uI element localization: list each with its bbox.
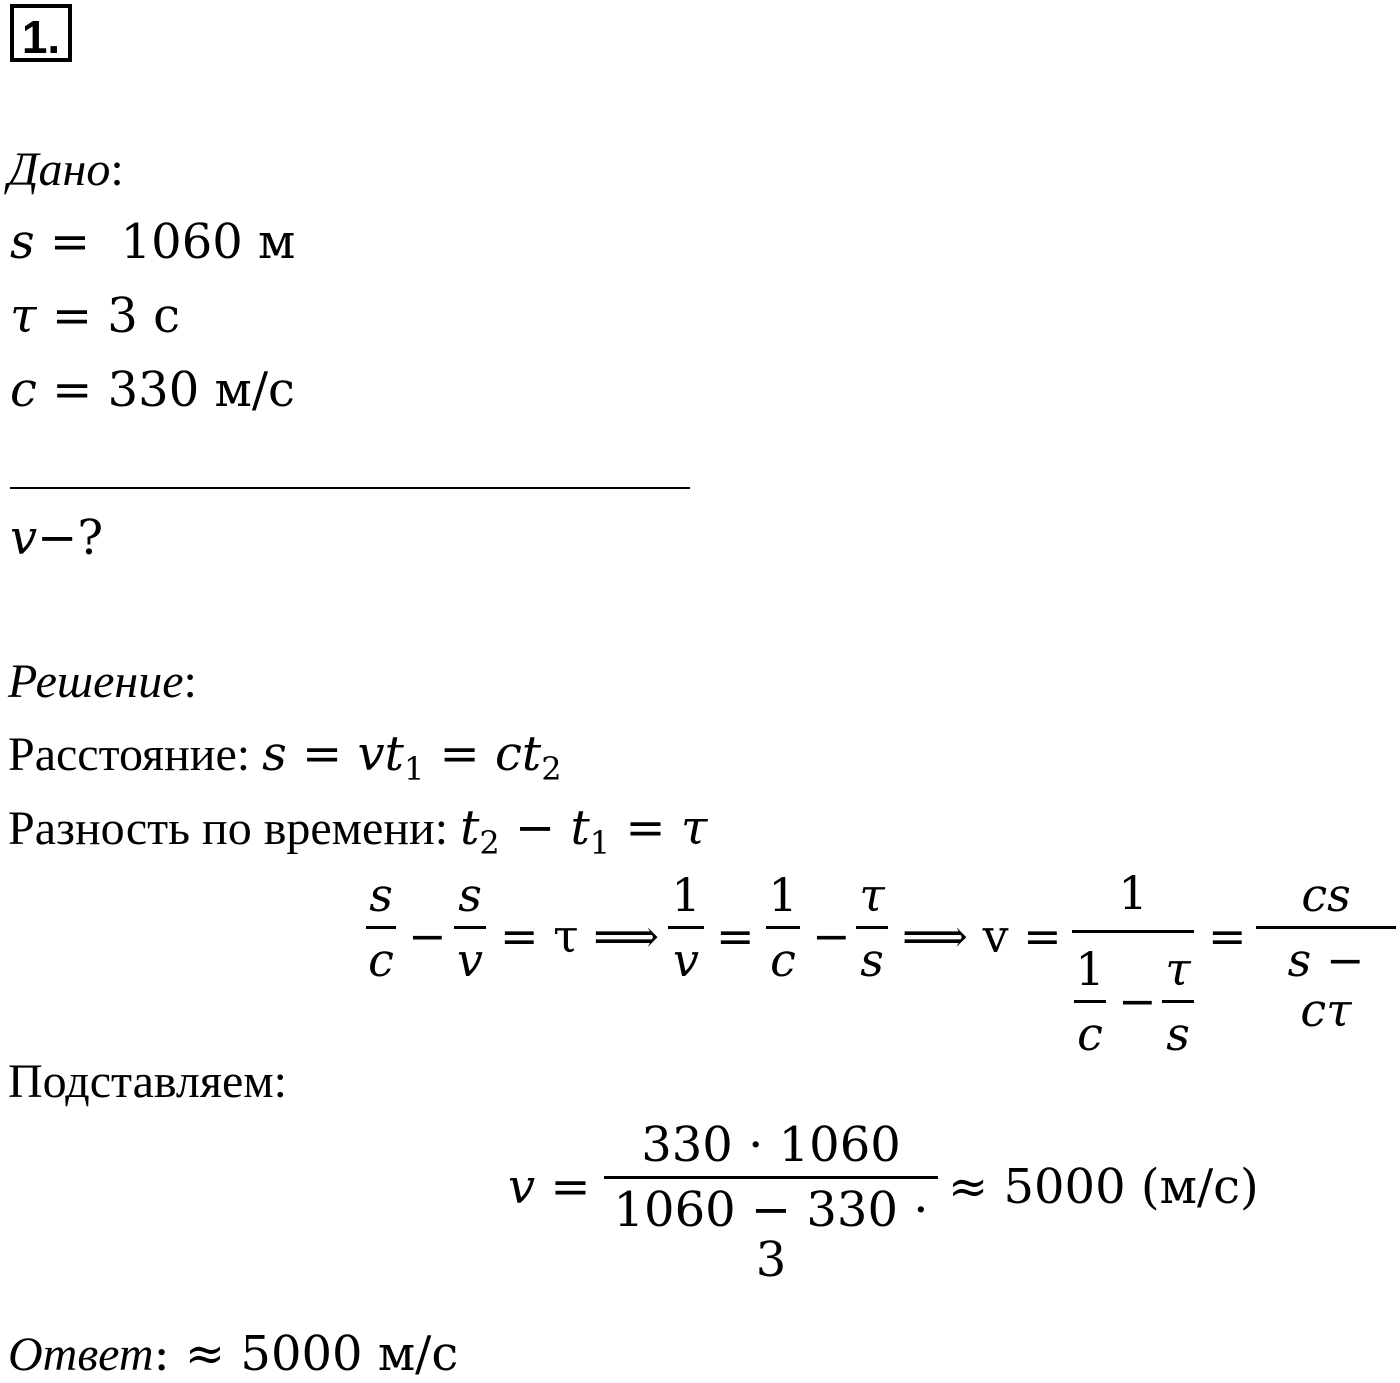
compound-bar xyxy=(1072,930,1194,933)
distance-text: Расстояние: xyxy=(8,728,263,781)
given-var: s xyxy=(10,214,35,270)
distance-line: Расстояние: $s = vt_1 = ct_2$ xyxy=(8,726,562,788)
compound-fraction xyxy=(1072,866,1194,1061)
fraction-1-over-c-inner: 1 c xyxy=(1075,942,1105,1061)
fraction-1-over-c: 1 c xyxy=(766,870,800,985)
time-diff-line: Разность по времени: $t_2 - t_1 = \tau$ xyxy=(8,800,708,862)
find-text: −? xyxy=(37,510,104,566)
answer-line xyxy=(8,1326,458,1383)
given-value: 1060 м xyxy=(120,214,296,270)
fraction-cs-over-s-minus-ctau: cs s − cτ xyxy=(1256,870,1396,1035)
substitution-fraction xyxy=(604,1117,938,1288)
answer-label: Ответ xyxy=(8,1328,154,1381)
given-item-distance xyxy=(10,214,295,271)
given-item-speed-sound xyxy=(10,362,295,419)
given-label: Дано xyxy=(8,143,111,196)
find-line xyxy=(10,510,103,567)
given-item-time xyxy=(10,288,180,345)
given-heading xyxy=(8,142,124,198)
fraction-s-over-v: s v xyxy=(454,870,486,985)
problem-number-badge: 1. xyxy=(10,4,72,62)
given-eq: = xyxy=(36,362,108,418)
given-eq: = xyxy=(36,288,108,344)
op-equals-tau-implies: = τ ⟹ xyxy=(500,909,660,963)
solution-heading xyxy=(8,654,197,710)
substitution-result: ≈ 5000 (м/с) xyxy=(948,1159,1259,1215)
given-var: c xyxy=(10,362,37,418)
substitute-text: Подставляем: xyxy=(8,1055,287,1108)
op-minus: − xyxy=(812,909,851,963)
solution-colon: : xyxy=(183,655,197,708)
op-equals: = xyxy=(716,909,755,963)
given-divider xyxy=(10,487,690,489)
given-eq: = xyxy=(34,214,121,270)
fraction-s-over-c: s c xyxy=(366,870,396,985)
given-var: τ xyxy=(10,288,37,344)
solution-label: Решение xyxy=(8,655,184,708)
fraction-1-over-v: 1 v xyxy=(668,870,704,985)
op-equals: = xyxy=(1208,909,1247,963)
fraction-tau-over-s-inner: τ s xyxy=(1162,944,1194,1059)
given-value: 330 м/с xyxy=(107,362,295,418)
op-minus: − xyxy=(408,909,447,963)
time-diff-text: Разность по времени: xyxy=(8,802,461,855)
find-var: v xyxy=(10,510,38,566)
compound-numerator: 1 xyxy=(1118,866,1148,920)
substitution-denominator: 1060 − 330 · 3 xyxy=(613,1182,929,1288)
op-minus: − xyxy=(1118,974,1157,1028)
given-value: 3 с xyxy=(107,288,180,344)
given-colon: : xyxy=(110,143,124,196)
fraction-tau-over-s: τ s xyxy=(856,870,888,985)
substitution-numerator: 330 · 1060 xyxy=(641,1117,901,1173)
answer-text: : ≈ 5000 м/с xyxy=(153,1326,459,1382)
substitution-lhs: v = xyxy=(508,1159,591,1215)
op-implies-v-equals: ⟹ v = xyxy=(902,909,1062,963)
